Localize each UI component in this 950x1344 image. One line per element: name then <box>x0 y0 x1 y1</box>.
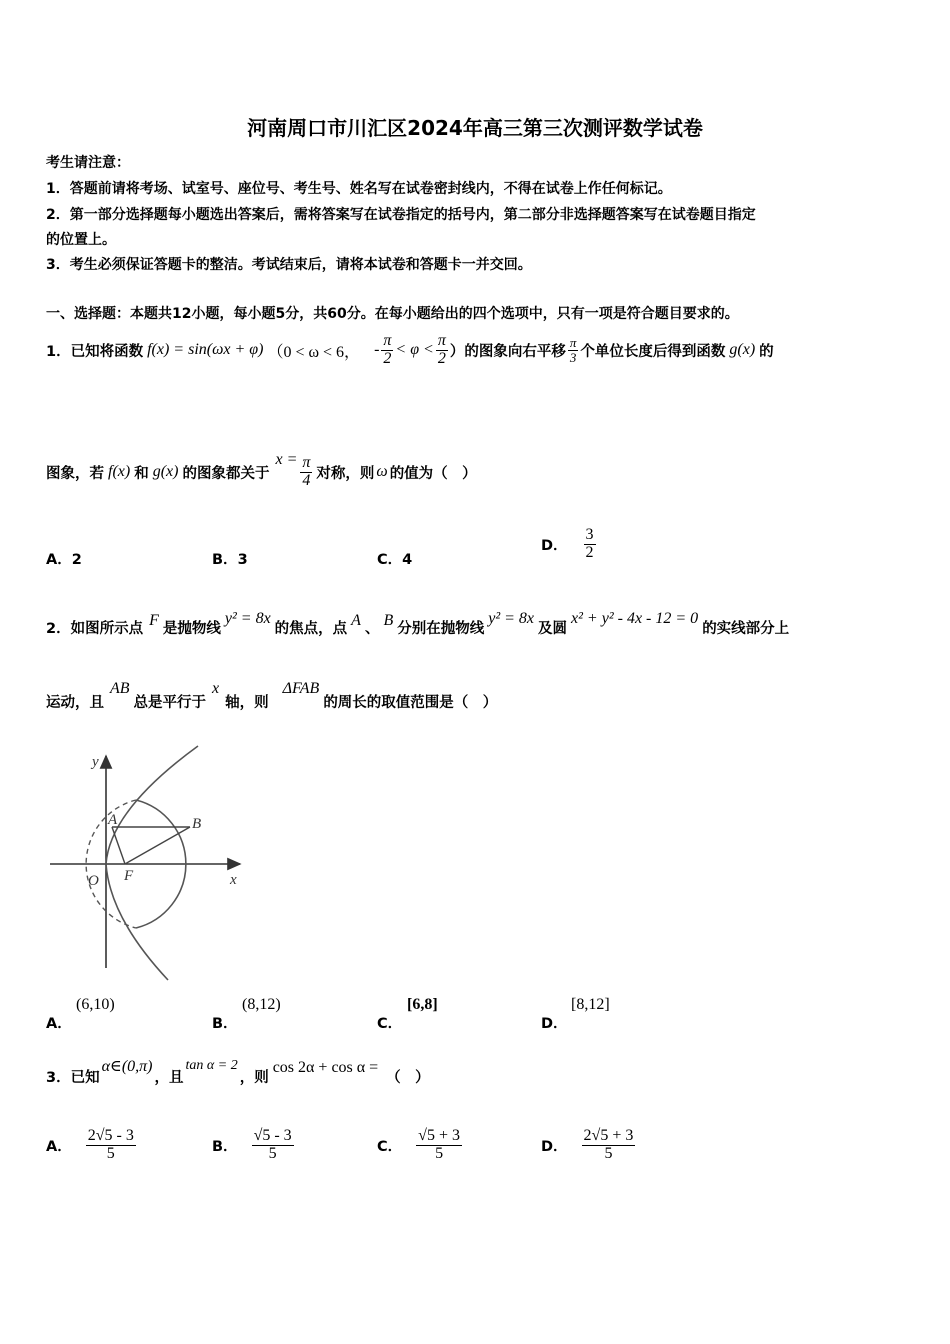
q1-omega-range: （0 < ω < 6， <box>267 343 361 361</box>
q2-point-f: F <box>149 612 159 629</box>
option-value: 4 <box>402 552 413 568</box>
q2-text: 总是平行于 <box>133 694 207 711</box>
question-2-line-1 <box>46 610 789 644</box>
q1-fraction-pi-3 <box>568 336 579 364</box>
q1-fraction-pi-2 <box>381 333 393 368</box>
q1-x-equals: x = <box>275 451 298 468</box>
q3-alpha-range: α∈(0,π) <box>101 1058 153 1075</box>
denominator: 2 <box>585 543 594 561</box>
q3-text: 3．已知 <box>46 1069 100 1086</box>
q1-option-b[interactable] <box>212 548 248 569</box>
question-1-line-2 <box>46 444 477 500</box>
q1-fraction-pi-2 <box>436 333 448 368</box>
option-value <box>252 1128 294 1163</box>
option-value <box>584 527 596 562</box>
q2-figure <box>40 740 260 985</box>
q1-option-c[interactable] <box>377 548 412 569</box>
option-value: 2 <box>71 552 82 568</box>
option-label: C． <box>377 1016 403 1032</box>
numerator: π <box>302 453 311 471</box>
q1-f-expression: f(x) = sin(ωx + φ) <box>147 341 264 358</box>
q3-tan-condition: tan α = 2 <box>185 1058 238 1073</box>
q3-option-c[interactable] <box>377 1120 462 1170</box>
option-label: D． <box>541 1016 568 1032</box>
option-label: B． <box>212 1016 238 1032</box>
numerator: 2√5 - 3 <box>87 1126 134 1144</box>
notice-item: 的位置上。 <box>46 232 116 248</box>
q2-parabola: y² = 8x <box>224 610 271 627</box>
denominator: 3 <box>569 349 577 365</box>
option-label: D． <box>541 1138 568 1155</box>
label-y: y <box>92 754 99 770</box>
q1-text: 和 <box>134 465 149 482</box>
notice-item: 3．考生必须保证答题卡的整洁。考试结束后，请将本试卷和答题卡一并交回。 <box>46 257 532 273</box>
numerator: 3 <box>585 525 594 543</box>
segment-af <box>112 827 125 864</box>
q2-point-a: A <box>351 612 361 629</box>
denominator: 5 <box>604 1144 613 1162</box>
q3-text: ，且 <box>154 1069 184 1086</box>
denominator: 5 <box>268 1144 277 1162</box>
q1-option-a[interactable] <box>46 548 82 569</box>
q1-fraction-pi-4 <box>300 455 312 490</box>
notice-item: 1．答题前请将考场、试室号、座位号、考生号、姓名写在试卷密封线内，不得在试卷上作任何标记。 <box>46 181 672 197</box>
q2-text: 的实线部分上 <box>702 620 790 637</box>
option-label: A． <box>46 1016 72 1032</box>
label-f: F <box>124 868 134 884</box>
q2-text: 轴，则 <box>225 694 269 711</box>
denominator: 4 <box>302 471 311 489</box>
q1-phi-range: < φ < <box>395 341 434 358</box>
question-3 <box>46 1058 430 1094</box>
q1-gx: g(x) <box>152 463 179 480</box>
q1-fx: f(x) <box>108 463 131 480</box>
q3-option-d[interactable] <box>541 1120 635 1170</box>
section-heading: 一、选择题：本题共12小题，每小题5分，共60分。在每小题给出的四个选项中，只有一项是符合题目要求的。 <box>46 306 739 322</box>
q1-omega: ω <box>376 463 388 480</box>
q2-text: 2．如图所示点 <box>46 620 144 637</box>
numerator: 2√5 + 3 <box>583 1126 634 1144</box>
question-1-line-1 <box>46 330 774 370</box>
q2-triangle: ΔFAB <box>282 680 320 697</box>
option-label: D． <box>541 537 568 554</box>
option-value: (6,10) <box>76 996 115 1013</box>
q1-text: 1．已知将函数 <box>46 343 144 360</box>
q1-text: 的 <box>759 343 774 360</box>
q1-text: 的值为（ ） <box>389 465 477 482</box>
q2-text: 分别在抛物线 <box>397 620 485 637</box>
q1-text: 图象，若 <box>46 465 104 482</box>
q2-text: 、 <box>364 620 380 637</box>
page-title: 河南周口市川汇区2024年高三第三次测评数学试卷 <box>247 116 703 140</box>
q1-text: 的图象都关于 <box>182 465 270 482</box>
option-value: [8,12] <box>571 996 610 1013</box>
q2-x-axis: x <box>212 680 220 697</box>
q2-text: 及圆 <box>538 620 568 637</box>
denominator: 5 <box>435 1144 444 1162</box>
q1-text: 个单位长度后得到函数 <box>580 343 726 360</box>
option-label: A． <box>46 1138 72 1155</box>
numerator: π <box>569 334 577 350</box>
label-origin: O <box>88 873 99 889</box>
numerator: √5 + 3 <box>418 1126 460 1144</box>
q2-text: 的周长的取值范围是（ ） <box>323 694 498 711</box>
numerator: π <box>383 331 392 349</box>
segment-bf <box>125 827 190 864</box>
q1-text: ）的图象向右平移 <box>449 343 566 360</box>
label-x: x <box>230 872 237 888</box>
parabola-curve <box>106 746 198 980</box>
q2-point-b: B <box>383 612 394 629</box>
q3-option-a[interactable] <box>46 1120 136 1170</box>
q3-text: （ ） <box>386 1069 430 1086</box>
option-value: (8,12) <box>242 996 281 1013</box>
q2-text: 是抛物线 <box>162 620 221 637</box>
numerator: π <box>437 331 446 349</box>
question-2-line-2 <box>46 680 498 718</box>
notice-heading: 考生请注意： <box>46 155 130 171</box>
option-label: A． <box>46 552 72 568</box>
notice-item: 2．第一部分选择题每小题选出答案后，需将答案写在试卷指定的括号内，第二部分非选择题答案写在试卷题目指定 <box>46 207 756 223</box>
q2-segment-ab: AB <box>110 680 130 697</box>
denominator: 5 <box>106 1144 115 1162</box>
option-label: C． <box>377 1138 403 1155</box>
option-value: 3 <box>237 552 248 568</box>
label-a: A <box>108 812 118 828</box>
q3-expression: cos 2α + cos α = <box>272 1059 379 1076</box>
option-value <box>416 1128 462 1163</box>
option-label: B． <box>212 552 238 568</box>
q1-text: 对称，则 <box>316 465 375 482</box>
option-label: B． <box>212 1138 238 1155</box>
q2-text: 的焦点，点 <box>274 620 348 637</box>
denominator: 2 <box>383 349 392 367</box>
q1-g-expression: g(x) <box>729 341 756 358</box>
option-value <box>86 1128 136 1163</box>
q2-parabola: y² = 8x <box>488 610 535 627</box>
q3-option-b[interactable] <box>212 1120 294 1170</box>
option-label: C． <box>377 552 403 568</box>
q3-text: ，则 <box>239 1069 269 1086</box>
numerator: √5 - 3 <box>253 1126 292 1144</box>
option-value <box>582 1128 636 1163</box>
q1-option-d[interactable] <box>541 520 596 568</box>
q2-circle: x² + y² - 4x - 12 = 0 <box>571 610 699 627</box>
option-value: [6,8] <box>407 996 438 1013</box>
q1-minus: - <box>374 341 380 358</box>
denominator: 2 <box>437 349 446 367</box>
label-b: B <box>192 816 202 832</box>
q2-text: 运动，且 <box>46 694 104 711</box>
